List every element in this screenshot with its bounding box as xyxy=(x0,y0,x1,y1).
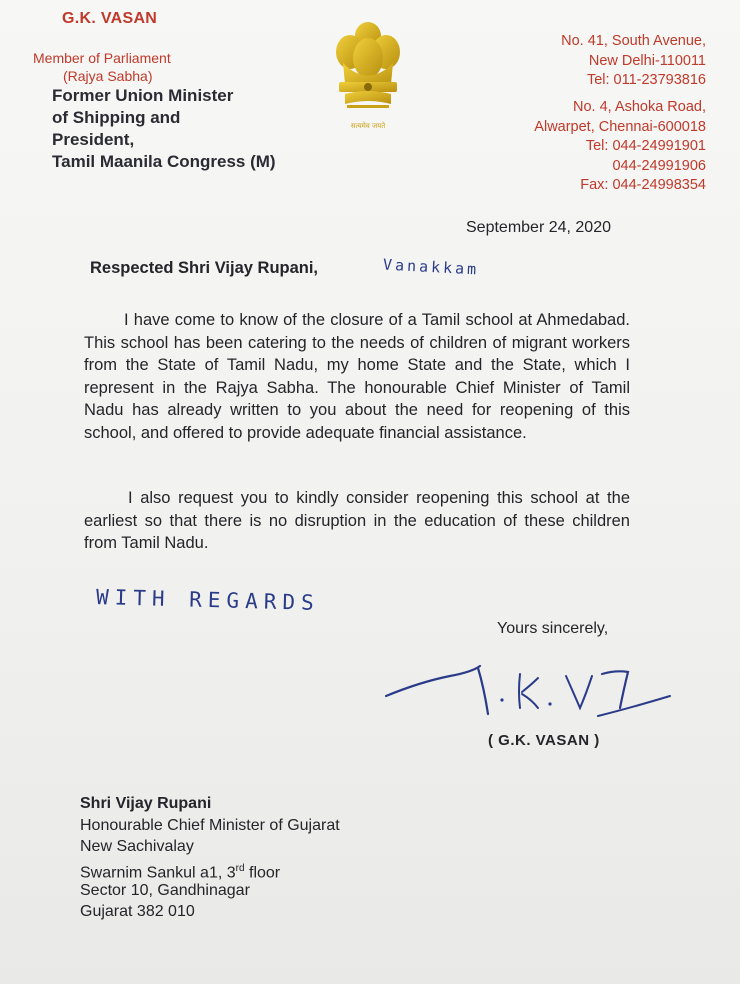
closing: Yours sincerely, xyxy=(497,620,609,637)
emblem-caption: सत्यमेव जयते xyxy=(350,122,386,130)
lion-capital-icon xyxy=(333,18,403,136)
signature-strokes xyxy=(380,652,680,728)
floor-suffix: floor xyxy=(244,864,281,882)
delhi-address xyxy=(561,32,706,91)
letter-date: September 24, 2020 xyxy=(466,219,611,236)
sender-role-line: Tamil Maanila Congress (M) xyxy=(52,152,276,171)
recipient-line: Gujarat 382 010 xyxy=(80,903,195,920)
signature xyxy=(380,652,680,728)
address-line: 044-24991906 xyxy=(612,157,706,174)
floor-prefix: Swarnim Sankul a1, 3 xyxy=(80,864,236,882)
recipient-line: New Sachivalay xyxy=(80,838,194,855)
sender-house: (Rajya Sabha) xyxy=(63,68,153,84)
body-paragraph: I have come to know of the closure of a Tamil school at Ahmedabad. This school has been catering to the needs of children of migrant workers from the State of Tamil Nadu, my home State and the State, which I represent in the Rajya Sabha. The honourable Chief Minister of Tamil Nadu has already written to you about the need for reopening of this school, and offered to provide adequate financial assistance. xyxy=(84,311,630,442)
handwritten-greeting: Vanakkam xyxy=(382,255,480,279)
chennai-address xyxy=(534,98,706,196)
sender-title: Member of Parliament xyxy=(33,50,171,66)
recipient-name: Shri Vijay Rupani xyxy=(80,795,212,812)
recipient-line: Honourable Chief Minister of Gujarat xyxy=(80,817,340,834)
floor-sup: rd xyxy=(235,863,245,874)
sender-name: G.K. VASAN xyxy=(62,10,158,27)
salutation: Respected Shri Vijay Rupani, xyxy=(90,259,319,277)
handwritten-regards: WITH REGARDS xyxy=(95,585,320,615)
state-emblem xyxy=(333,18,403,136)
address-line: No. 41, South Avenue, xyxy=(561,33,706,49)
sender-role-line: of Shipping and xyxy=(52,108,181,127)
address-line: Tel: 011-23793816 xyxy=(586,72,706,88)
sender-role-line: Former Union Minister xyxy=(52,86,234,105)
address-line: Alwarpet, Chennai-600018 xyxy=(534,118,706,135)
address-line: No. 4, Ashoka Road, xyxy=(573,99,706,115)
address-line: New Delhi-110011 xyxy=(588,52,706,69)
body-paragraph: I also request you to kindly consider reopening this school at the earliest so that there is no disruption in the education of these children from Tamil Nadu. xyxy=(84,489,630,553)
sender-role-line: President, xyxy=(52,130,135,149)
recipient-line: Sector 10, Gandhinagar xyxy=(80,882,250,899)
address-line: Fax: 044-24998354 xyxy=(580,177,706,193)
address-line: Tel: 044-24991901 xyxy=(585,138,706,154)
signatory-name: ( G.K. VASAN ) xyxy=(488,732,600,749)
